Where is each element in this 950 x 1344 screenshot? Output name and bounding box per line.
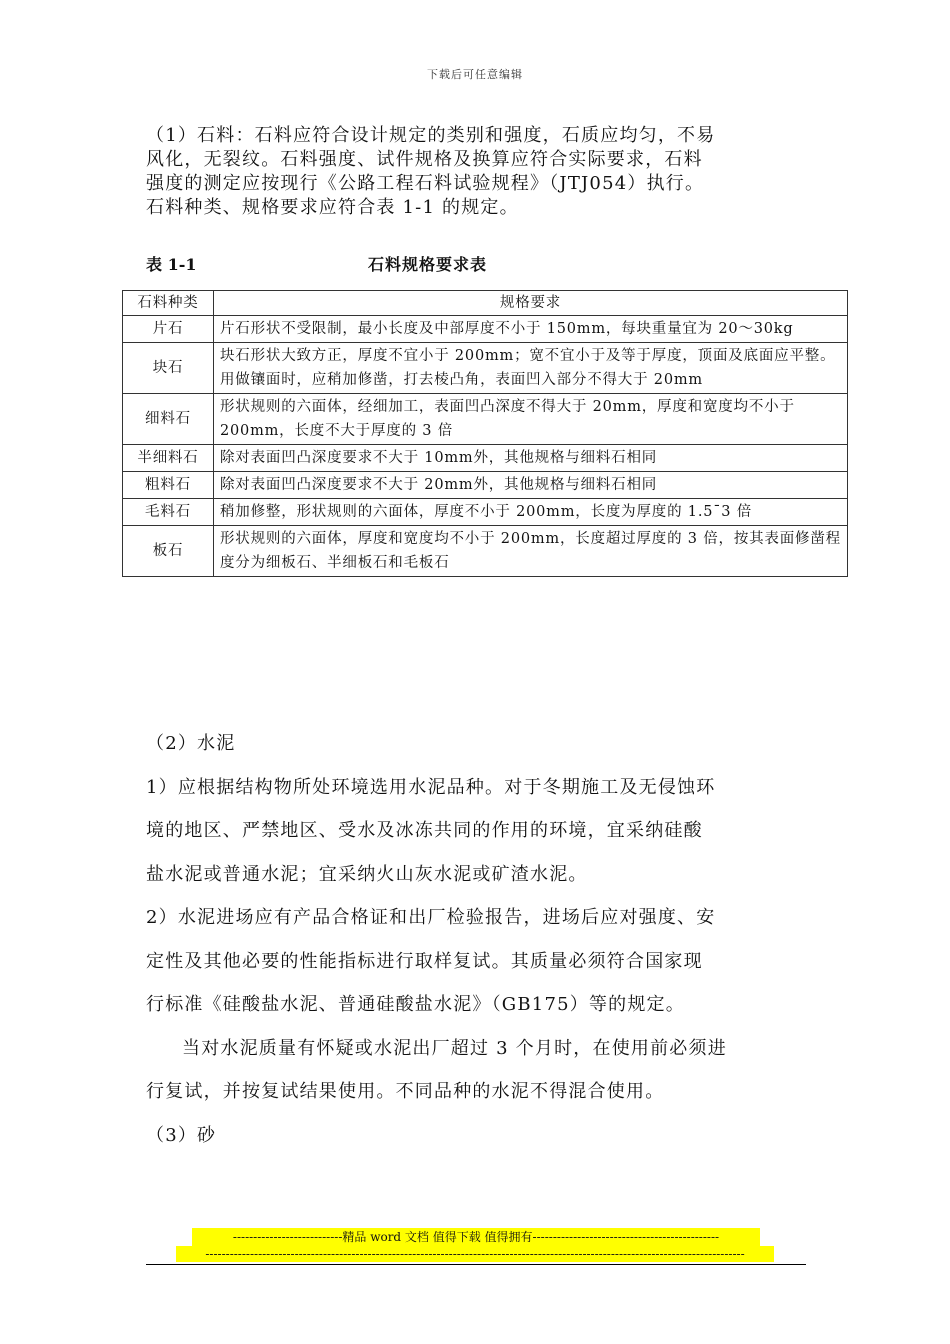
body-line: 1）应根据结构物所处环境选用水泥品种。对于冬期施工及无侵蚀环 (146, 776, 716, 798)
intro-line: （1）石料：石料应符合设计规定的类别和强度，石质应均匀，不易 (146, 125, 716, 146)
row-requirement: 稍加修整，形状规则的六面体，厚度不小于 200mm，长度为厚度的 1.5ˉ3 倍 (214, 499, 848, 526)
body-line: 2）水泥进场应有产品合格证和出厂检验报告，进场后应对强度、安 (146, 907, 716, 928)
header-note: 下载后可任意编辑 (427, 68, 523, 81)
stone-spec-table (122, 290, 848, 577)
intro-line: 强度的测定应按现行《公路工程石料试验规程》（JTJ054）执行。 (146, 173, 705, 194)
body-line: 定性及其他必要的性能指标进行取样复试。其质量必须符合国家现 (146, 950, 703, 972)
intro-line: 石料种类、规格要求应符合表 1-1 的规定。 (146, 197, 519, 218)
table-row (123, 316, 848, 343)
header-requirement: 规格要求 (214, 291, 848, 316)
row-requirement: 除对表面凹凸深度要求不大于 10mm外，其他规格与细料石相同 (214, 445, 848, 472)
body-line: 境的地区、严禁地区、受水及冰冻共同的作用的环境，宜采纳硅酸 (146, 820, 703, 841)
table-row (123, 499, 848, 526)
row-requirement: 除对表面凹凸深度要求不大于 20mm外，其他规格与细料石相同 (214, 472, 848, 499)
row-requirement: 形状规则的六面体，厚度和宽度均不小于 200mm，长度超过厚度的 3 倍，按其表面修凿程度分为细板石、半细板石和毛板石 (214, 526, 848, 577)
row-kind: 粗料石 (123, 472, 214, 499)
body-line: 行标准《硅酸盐水泥、普通硅酸盐水泥》（GB175）等的规定。 (146, 994, 685, 1015)
row-kind: 板石 (123, 526, 214, 577)
header-kind: 石料种类 (123, 291, 214, 316)
table-row (123, 394, 848, 445)
footer-dash-line: ------------------------------------------------------------------------------------------------------------------------------------- (176, 1246, 774, 1262)
row-kind: 块石 (123, 343, 214, 394)
footer-banner: ---------------------------精品 word 文档 值得下载 值得拥有---------------------------------------------- (192, 1228, 760, 1246)
table-row (123, 526, 848, 577)
row-requirement: 片石形状不受限制，最小长度及中部厚度不小于 150mm，每块重量宜为 20～30kg (214, 316, 848, 343)
table-title: 石料规格要求表 (368, 255, 488, 274)
row-requirement: 块石形状大致方正，厚度不宜小于 200mm；宽不宜小于及等于厚度，顶面及底面应平整。用做镶面时，应稍加修凿，打去棱凸角，表面凹入部分不得大于 20mm (214, 343, 848, 394)
footer-rule (146, 1264, 806, 1265)
row-kind: 片石 (123, 316, 214, 343)
body-line: 盐水泥或普通水泥；宜采纳火山灰水泥或矿渣水泥。 (146, 863, 588, 885)
table-row (123, 445, 848, 472)
row-kind: 半细料石 (123, 445, 214, 472)
row-requirement: 形状规则的六面体，经细加工，表面凹凸深度不得大于 20mm，厚度和宽度均不小于 200mm，长度不大于厚度的 3 倍 (214, 394, 848, 445)
table-row (123, 472, 848, 499)
row-kind: 细料石 (123, 394, 214, 445)
table-header-row (123, 291, 848, 316)
intro-line: 风化，无裂纹。石料强度、试件规格及换算应符合实际要求，石料 (146, 149, 703, 170)
table-number: 表 1-1 (146, 255, 197, 274)
body-line: 行复试，并按复试结果使用。不同品种的水泥不得混合使用。 (146, 1081, 665, 1102)
section-heading-cement: （2）水泥 (146, 733, 236, 754)
cement-section (146, 722, 816, 1157)
row-kind: 毛料石 (123, 499, 214, 526)
body-line: 当对水泥质量有怀疑或水泥出厂超过 3 个月时，在使用前必须进 (182, 1037, 727, 1059)
stone-intro-paragraph (146, 124, 816, 220)
section-heading-sand: （3）砂 (146, 1124, 217, 1146)
table-row (123, 343, 848, 394)
